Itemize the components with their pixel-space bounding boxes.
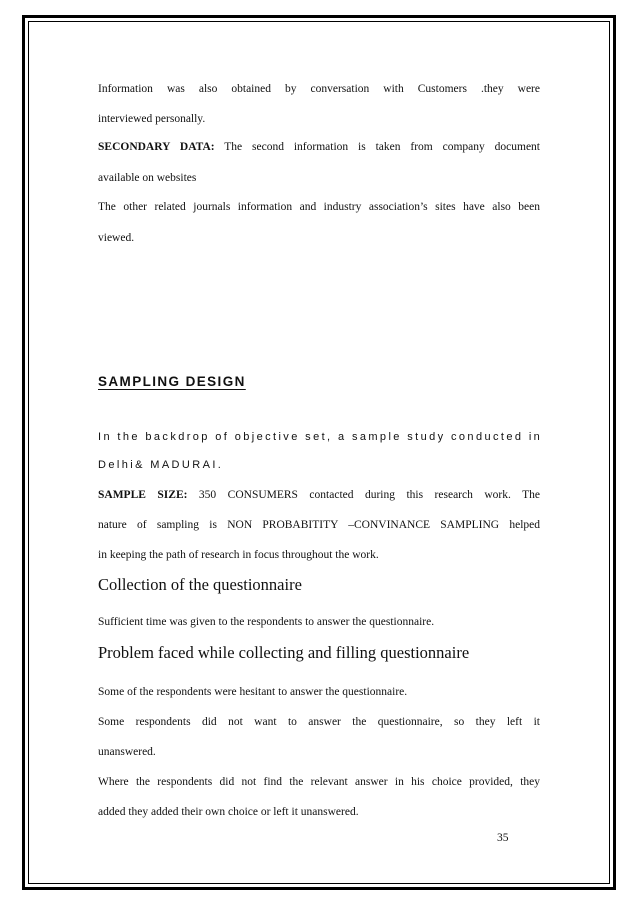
problems-heading: Problem faced while collecting and filling questionnaire [98, 643, 470, 662]
paragraph-line: unanswered. [98, 746, 156, 758]
paragraph-line: available on websites [98, 172, 197, 184]
paragraph-line: added they added their own choice or left it unanswered. [98, 806, 359, 818]
sampling-design-heading: SAMPLING DESIGN [98, 374, 246, 389]
secondary-data-text: The second information is taken from company document [214, 141, 540, 153]
paragraph-line: Sufficient time was given to the respondents to answer the questionnaire. [98, 616, 435, 628]
collection-heading: Collection of the questionnaire [98, 575, 302, 594]
secondary-data-label: SECONDARY DATA: [98, 141, 215, 153]
paragraph-line: Information was also obtained by conversation with Customers .they were [98, 83, 540, 95]
page-number: 35 [497, 832, 509, 844]
paragraph-line: viewed. [98, 232, 135, 244]
paragraph-line: Delhi& MADURAI. [98, 459, 224, 471]
sample-size-label: SAMPLE SIZE: [98, 489, 188, 501]
paragraph-line: Some of the respondents were hesitant to answer the questionnaire. [98, 686, 408, 698]
paragraph-line: Where the respondents did not find the relevant answer in his choice provided, they [98, 776, 540, 788]
sample-size-line [98, 488, 540, 502]
paragraph-line: The other related journals information and industry association’s sites have also been [98, 201, 540, 213]
paragraph-line: In the backdrop of objective set, a sample study conducted in [98, 431, 543, 443]
sample-size-text: 350 CONSUMERS contacted during this research work. The [187, 489, 540, 501]
paragraph-line: Some respondents did not want to answer the questionnaire, so they left it [98, 716, 540, 728]
paragraph-line: interviewed personally. [98, 113, 206, 125]
paragraph-line: nature of sampling is NON PROBABITITY –CONVINANCE SAMPLING helped [98, 519, 540, 531]
paragraph-line: in keeping the path of research in focus throughout the work. [98, 549, 379, 561]
secondary-data-line [98, 140, 540, 154]
